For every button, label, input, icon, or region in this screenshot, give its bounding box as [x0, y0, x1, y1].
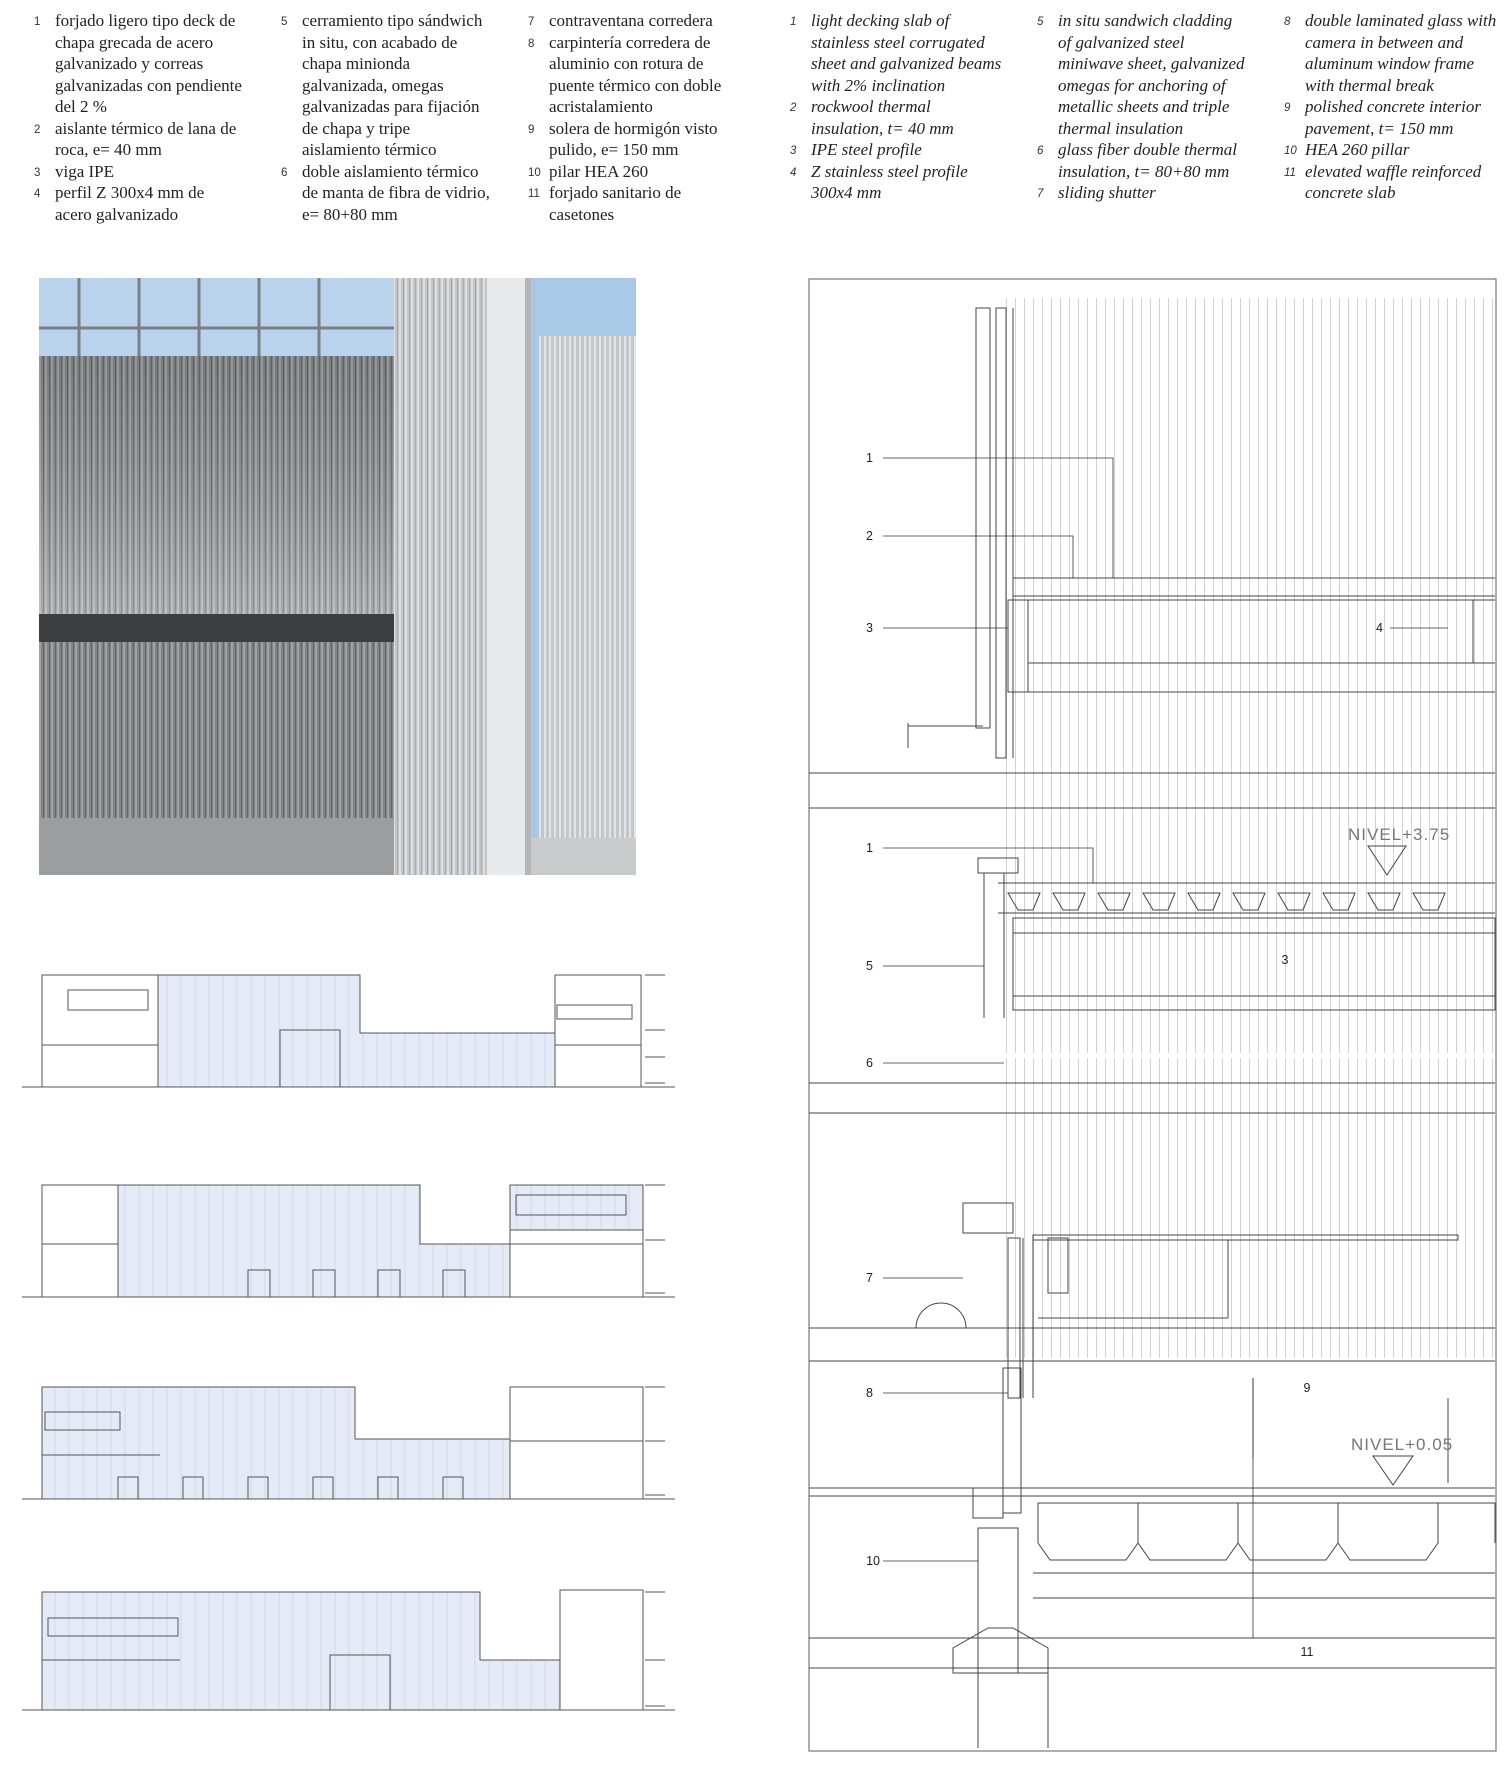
legend-en-item: 10 HEA 260 pillar — [1284, 140, 1410, 159]
elevation-3 — [22, 1387, 675, 1499]
legend-es-item: 9 solera de hormigón visto pulido, e= 150 mm — [528, 118, 718, 159]
level-upper-label: NIVEL+3.75 — [1348, 825, 1451, 844]
mezzanine-slab — [39, 614, 399, 642]
callout-4: 4 — [1376, 621, 1383, 635]
legend-es-item: 11 forjado sanitario de casetones — [528, 183, 682, 224]
callout-8: 8 — [866, 1386, 873, 1400]
legend-en-item: 1 light decking slab of stainless steel corrugated sheet and galvanized beams with 2% inclination — [790, 11, 1002, 95]
legend-en-item: 9 polished concrete interior pavement, t= 150 mm — [1284, 97, 1481, 138]
elevation-1 — [22, 975, 675, 1087]
callout-9: 9 — [1303, 1381, 1311, 1395]
legend-es-col-2 — [281, 10, 491, 225]
interior-photo — [39, 278, 636, 875]
legend-en-item: 8 double laminated glass with camera in between and aluminum window frame with thermal break — [1284, 11, 1497, 95]
callout-3-lower: 3 — [1281, 953, 1289, 967]
callout-7: 7 — [866, 1271, 873, 1285]
legend-es-item: 7 contraventana corredera — [528, 11, 713, 30]
legend-en-item: 4 Z stainless steel profile 300x4 mm — [790, 161, 968, 202]
legend-en-col-1 — [790, 10, 1002, 204]
callout-11: 11 — [1300, 1645, 1314, 1659]
floor — [39, 818, 399, 875]
legend-en-col-3 — [1284, 10, 1499, 204]
legend-es-item: 4 perfil Z 300x4 mm de acero galvanizado — [34, 183, 205, 224]
elevations — [20, 945, 680, 1760]
legend-en-item: 6 glass fiber double thermal insulation, t= 80+80 mm — [1037, 140, 1237, 181]
callout-6: 6 — [866, 1056, 873, 1070]
construction-section — [808, 278, 1498, 1752]
legend-en-item: 7 sliding shutter — [1037, 183, 1156, 202]
legend-es-item: 5 cerramiento tipo sándwich in situ, con acabado de chapa minionda galvanizada, omegas galvanizadas para fijación de chapa y tripe aislamiento térmico — [281, 11, 483, 159]
legend-es-item: 2 aislante térmico de lana de roca, e= 40 mm — [34, 118, 237, 159]
legend-es-col-3 — [528, 10, 738, 225]
legend-en-item: 2 rockwool thermal insulation, t= 40 mm — [790, 97, 954, 138]
legend-en-col-2 — [1037, 10, 1249, 204]
legend-es-item: 6 doble aislamiento térmico de manta de fibra de vidrio, e= 80+80 mm — [281, 161, 490, 224]
elevation-2 — [22, 1185, 675, 1297]
legend-en-item: 5 in situ sandwich cladding of galvanized steel miniwave sheet, galvanized omegas for anchoring of metallic sheets and triple thermal insulation — [1037, 11, 1245, 138]
legend-es-col-1 — [34, 10, 244, 225]
callout-10: 10 — [866, 1554, 880, 1568]
legend-es-item: 10 pilar HEA 260 — [528, 161, 649, 181]
level-lower-label: NIVEL+0.05 — [1351, 1435, 1454, 1454]
callout-1-lower: 1 — [866, 841, 873, 855]
legend-es-item: 8 carpintería corredera de aluminio con rotura de puente térmico con doble acristalamiento — [528, 32, 722, 116]
callout-1: 1 — [866, 451, 873, 465]
legend-en-item: 11 elevated waffle reinforced concrete slab — [1284, 161, 1482, 202]
elevation-4 — [22, 1590, 675, 1710]
callout-3: 3 — [866, 621, 873, 635]
legend-es-item: 1 forjado ligero tipo deck de chapa grecada de acero galvanizado y correas galvanizadas con pendiente del 2 % — [34, 11, 242, 116]
exterior-facade — [539, 336, 636, 841]
legend-en-item: 3 IPE steel profile — [790, 140, 922, 159]
legend-es-item: 3 viga IPE — [34, 161, 115, 181]
callout-5: 5 — [866, 959, 873, 973]
white-column — [487, 278, 529, 875]
callout-2: 2 — [866, 529, 873, 543]
